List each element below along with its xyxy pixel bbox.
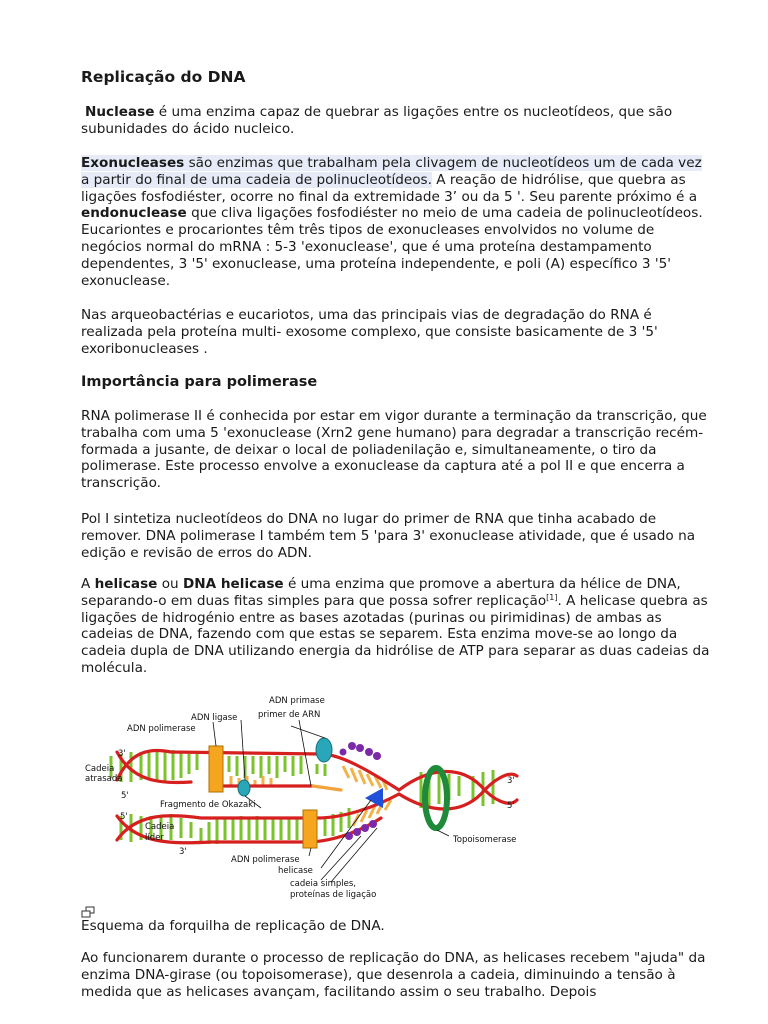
paragraph-exosome: Nas arqueobactérias e eucariotos, uma das principais vias de degradação do RNA é realizada pela proteína multi- exosome complexo, que consiste basicamente de 3 '5' exoribonucleases . xyxy=(81,307,658,357)
label-adn-polimerase-bottom: ADN polimerase xyxy=(231,855,300,865)
label-adn-primase: ADN primase xyxy=(269,696,325,706)
replication-fork-diagram xyxy=(81,690,521,906)
label-primer-arn: primer de ARN xyxy=(258,710,321,720)
figure-caption: Esquema da forquilha de replicação de DNA. xyxy=(81,918,385,934)
paragraph-text: é uma enzima que promove a abertura da hélice de DNA, separando-o em duas fitas simples para que possa sofrer replicação xyxy=(81,576,681,609)
paragraph-exonucleases xyxy=(81,155,713,289)
single-strand-proteins-icon xyxy=(340,742,382,840)
adn-polimerase-bottom-icon xyxy=(303,810,317,848)
section-heading: Importância para polimerase xyxy=(81,374,318,390)
ligase-icon xyxy=(238,780,250,796)
paragraph-rna-polimerase: RNA polimerase II é conhecida por estar em vigor durante a terminação da transcrição, que trabalha com uma 5 'exonuclease (Xrn2 gene humano) para degradar a transcrição recém-formada a jusante, de deixar o local de poliadenilação e, simultaneamente, o tiro da polimerase. Este processo envolve a exonuclease da captura até a pol II e que encerra a transcrição. xyxy=(81,408,707,492)
label-cadeia-atrasada: Cadeia xyxy=(85,764,115,774)
page-title: Replicação do DNA xyxy=(81,68,246,86)
image-link-icon[interactable] xyxy=(81,906,95,918)
label-adn-ligase: ADN ligase xyxy=(191,713,238,723)
paragraph-text: . A helicase quebra as ligações de hidrogénio entre as bases azotadas (purinas ou pirimidinas) de ambas as cadeias de DNA, fazendo com que estas se separem. Esta enzima move-se ao longo da cadeia dupla de DNA utilizando energia da hidrólise de ATP para separar as duas cadeias da molécula. xyxy=(81,592,710,676)
label-cadeia-simples: cadeia simples, xyxy=(290,879,356,889)
paragraph-text: que cliva ligações fosfodiéster no meio de uma cadeia de polinucleotídeos. Eucariontes e procariontes têm três tipos de exonucleases envolvidos no volume de negócios normal do mRNA : 5-3 'exonuclease', que é uma proteína destampamento dependentes, 3 '5' exonuclease, uma proteína independente, e poli (A) específico 3 '5' exonuclease. xyxy=(81,205,703,289)
label-helicase: helicase xyxy=(278,866,313,876)
reference-link[interactable]: [1] xyxy=(546,592,558,602)
term-endonuclease: endonuclease xyxy=(81,205,187,222)
paragraph-text: A xyxy=(81,576,95,592)
label-5prime: 5' xyxy=(121,791,129,801)
label-3prime-3: 3' xyxy=(507,776,515,786)
paragraph-nuclease xyxy=(81,104,713,138)
paragraph-text: é uma enzima capaz de quebrar as ligações entre os nucleotídeos, que são subunidades do ácido nucleico. xyxy=(81,104,673,137)
highlight-span: são enzimas que trabalham pela clivagem de nucleotídeos um de cada vez a partir do final de uma cadeia de polinucleotídeos. xyxy=(81,155,702,188)
term-exonucleases: Exonucleases xyxy=(81,155,185,171)
label-3prime-2: 3' xyxy=(179,847,187,857)
label-3prime: 3' xyxy=(118,749,126,759)
diagram-labels xyxy=(85,696,516,900)
term-nuclease: Nuclease xyxy=(85,104,155,120)
label-cadeia-atrasada-2: atrasada xyxy=(85,774,123,784)
paragraph-helicase xyxy=(81,576,713,677)
paragraph-text: A reação de hidrólise, que quebra as ligações fosfodiéster, ocorre no final da extremidade 3’ ou da 5 '. Seu parente próximo é a xyxy=(81,171,698,205)
label-fragmento-okazaki: Fragmento de Okazaki xyxy=(160,800,256,810)
paragraph-topoisomerase: Ao funcionarem durante o processo de replicação do DNA, as helicases recebem "ajuda" da enzima DNA-girase (ou topoisomerase), que desenrola a cadeia, diminuindo a tensão à medida que as helicases avançam, facilitando assim o seu trabalho. Depois xyxy=(81,950,706,1000)
label-proteinas-ligacao: proteínas de ligação xyxy=(290,890,377,900)
term-dna-helicase: DNA helicase xyxy=(182,576,284,592)
label-cadeia-lider-2: líder xyxy=(145,833,164,843)
label-cadeia-lider: Cadeia xyxy=(145,822,175,832)
term-helicase: helicase xyxy=(94,576,158,592)
label-topoisomerase: Topoisomerase xyxy=(453,835,517,845)
paragraph-pol-i: Pol I sintetiza nucleotídeos do DNA no lugar do primer de RNA que tinha acabado de remover. DNA polimerase I também tem 5 'para 3' exonuclease atividade, que é usado na edição e revisão de erros do ADN. xyxy=(81,511,696,561)
label-5prime-2: 5' xyxy=(120,812,128,822)
paragraph-text: ou xyxy=(157,576,183,592)
adn-polimerase-top-icon xyxy=(209,746,223,792)
label-5prime-3: 5' xyxy=(507,801,515,811)
primase-icon xyxy=(316,738,332,762)
label-adn-polimerase-top: ADN polimerase xyxy=(127,724,196,734)
